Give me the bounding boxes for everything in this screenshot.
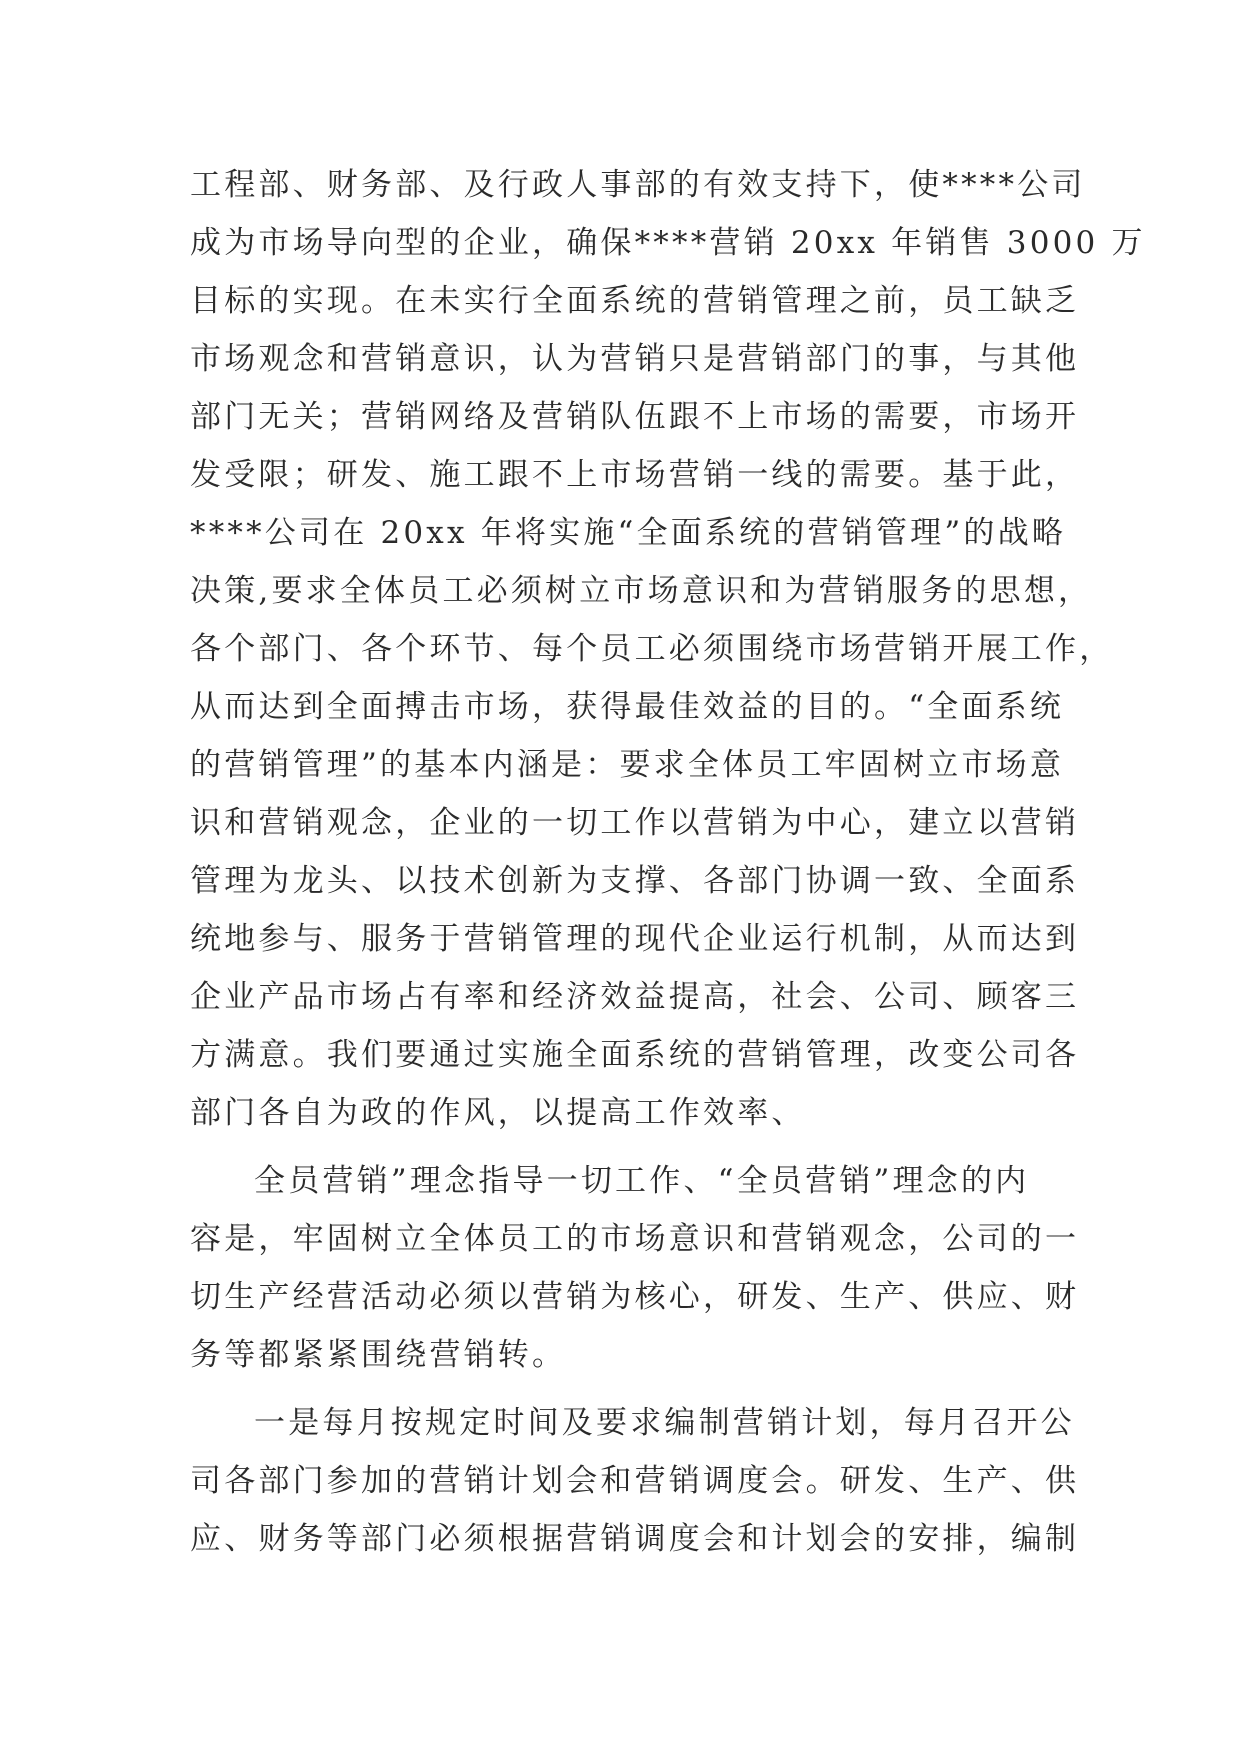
document-body — [190, 156, 1146, 1568]
text-line: 市场观念和营销意识，认为营销只是营销部门的事，与其他 — [190, 341, 1080, 377]
paragraph-spacer — [190, 1142, 1050, 1152]
text-line: 切生产经营活动必须以营销为核心，研发、生产、供应、财 — [190, 1279, 1080, 1315]
paragraph-2 — [190, 1152, 1080, 1384]
paragraph-3 — [190, 1394, 1080, 1568]
paragraph-1 — [190, 156, 1146, 1142]
text-line: 各个部门、各个环节、每个员工必须围绕市场营销开展工作， — [190, 631, 1114, 667]
text-line: ****公司在 20xx 年将实施“全面系统的营销管理”的战略 — [190, 515, 1067, 551]
text-line: 务等都紧紧围绕营销转。 — [190, 1337, 567, 1373]
text-line: 工程部、财务部、及行政人事部的有效支持下，使****公司 — [190, 167, 1086, 203]
text-line: 从而达到全面搏击市场，获得最佳效益的目的。“全面系统 — [190, 689, 1065, 725]
text-line: 的营销管理”的基本内涵是：要求全体员工牢固树立市场意 — [190, 747, 1065, 783]
text-line: 企业产品市场占有率和经济效益提高，社会、公司、顾客三 — [190, 979, 1080, 1015]
text-line-indented: 全员营销”理念指导一切工作、“全员营销”理念的内 — [254, 1163, 1030, 1199]
text-line: 统地参与、服务于营销管理的现代企业运行机制，从而达到 — [190, 921, 1080, 957]
text-line: 目标的实现。在未实行全面系统的营销管理之前，员工缺乏 — [190, 283, 1080, 319]
text-line: 应、财务等部门必须根据营销调度会和计划会的安排，编制 — [190, 1521, 1080, 1557]
text-line: 方满意。我们要通过实施全面系统的营销管理，改变公司各 — [190, 1037, 1080, 1073]
text-line: 发受限；研发、施工跟不上市场营销一线的需要。基于此， — [190, 457, 1080, 493]
text-line: 识和营销观念，企业的一切工作以营销为中心，建立以营销 — [190, 805, 1080, 841]
text-line: 管理为龙头、以技术创新为支撑、各部门协调一致、全面系 — [190, 863, 1080, 899]
text-line-indented: 一是每月按规定时间及要求编制营销计划，每月召开公 — [254, 1405, 1075, 1441]
paragraph-spacer — [190, 1384, 1050, 1394]
text-line: 决策,要求全体员工必须树立市场意识和为营销服务的思想， — [190, 573, 1093, 609]
text-line: 部门各自为政的作风，以提高工作效率、 — [190, 1095, 806, 1131]
text-line: 成为市场导向型的企业，确保****营销 20xx 年销售 3000 万 — [190, 225, 1146, 261]
text-line: 部门无关；营销网络及营销队伍跟不上市场的需要，市场开 — [190, 399, 1080, 435]
text-line: 容是，牢固树立全体员工的市场意识和营销观念，公司的一 — [190, 1221, 1080, 1257]
text-line: 司各部门参加的营销计划会和营销调度会。研发、生产、供 — [190, 1463, 1080, 1499]
